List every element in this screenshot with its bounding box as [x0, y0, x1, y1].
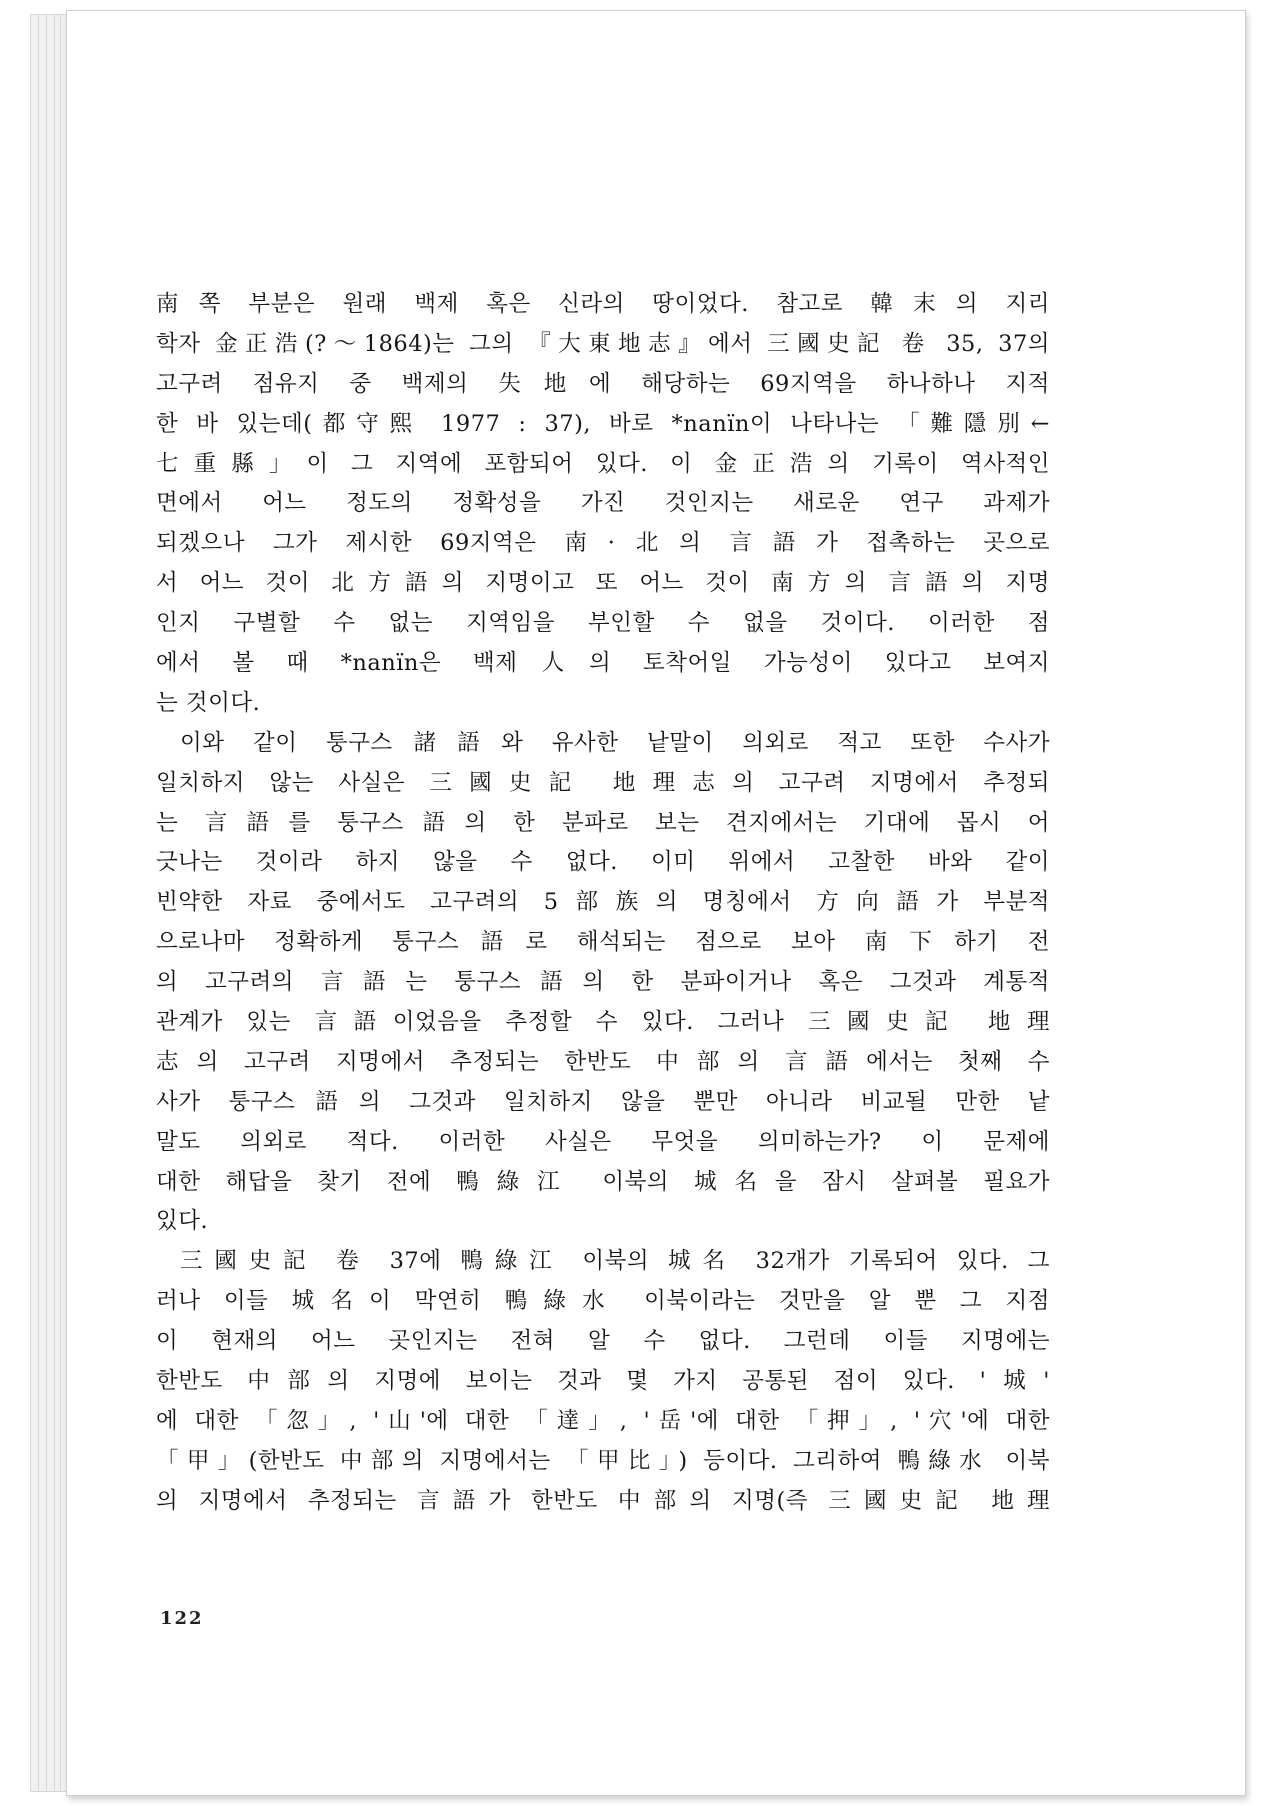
text-line: 이 현재의 어느 곳인지는 전혀 알 수 없다. 그런데 이들 지명에는	[156, 1328, 1050, 1355]
text-line: 말도 의외로 적다. 이러한 사실은 무엇을 의미하는가? 이 문제에	[156, 1128, 1050, 1155]
text-line: 의 고구려의 言語는 퉁구스語의 한 분파이거나 혹은 그것과 계통적	[156, 969, 1050, 996]
text-line: 관계가 있는 言語이었음을 추정할 수 있다. 그러나 三國史記 地理	[156, 1009, 1050, 1036]
text-line: 긋나는 것이라 하지 않을 수 없다. 이미 위에서 고찰한 바와 같이	[156, 849, 1050, 876]
text-line: 대한 해답을 찾기 전에 鴨綠江 이북의 城名을 잠시 살펴볼 필요가	[156, 1168, 1050, 1195]
paragraph-first-line: 이와 같이 퉁구스諸語와 유사한 낱말이 의외로 적고 또한 수사가	[180, 729, 1050, 756]
text-line: 서 어느 것이 北方語의 지명이고 또 어느 것이 南方의 言語의 지명	[156, 570, 1050, 597]
text-line: 志의 고구려 지명에서 추정되는 한반도 中部의 言語에서는 첫째 수	[156, 1048, 1050, 1075]
text-line: 「甲」(한반도 中部의 지명에서는 「甲比」) 등이다. 그리하여 鴨綠水 이북	[156, 1447, 1050, 1474]
text-line: 七重縣」이 그 지역에 포함되어 있다. 이 金正浩의 기록이 역사적인	[156, 450, 1050, 477]
text-line: 는 言語를 퉁구스語의 한 분파로 보는 견지에서는 기대에 몹시 어	[156, 809, 1050, 836]
text-line: 빈약한 자료 중에서도 고구려의 5部族의 명칭에서 方向語가 부분적	[156, 889, 1050, 916]
text-line: 러나 이들 城名이 막연히 鴨綠水 이북이라는 것만을 알 뿐 그 지점	[156, 1288, 1050, 1315]
page-number: 122	[160, 1608, 204, 1629]
text-line: 한반도 中部의 지명에 보이는 것과 몇 가지 공통된 점이 있다. '城'	[156, 1368, 1050, 1395]
text-line: 있다.	[156, 1208, 209, 1235]
text-line: 의 지명에서 추정되는 言語가 한반도 中部의 지명(즉 三國史記 地理	[156, 1487, 1050, 1514]
text-line: 南쪽 부분은 원래 백제 혹은 신라의 땅이었다. 참고로 韓末의 지리	[156, 291, 1050, 317]
text-line: 일치하지 않는 사실은 三國史記 地理志의 고구려 지명에서 추정되	[156, 769, 1050, 796]
text-line: 면에서 어느 정도의 정확성을 가진 것인지는 새로운 연구 과제가	[156, 490, 1050, 517]
text-line: 에 대한 「忽」, '山'에 대한 「達」, '岳'에 대한 「押」, '穴'에 대한	[156, 1407, 1050, 1434]
text-line: 고구려 점유지 중 백제의 失地에 해당하는 69지역을 하나하나 지적	[156, 370, 1050, 397]
text-line: 사가 퉁구스語의 그것과 일치하지 않을 뿐만 아니라 비교될 만한 낱	[156, 1088, 1050, 1115]
body-text	[156, 285, 1050, 1522]
text-line: 으로나마 정확하게 퉁구스語로 해석되는 점으로 보아 南下하기 전	[156, 929, 1050, 956]
paragraph-first-line: 三國史記 卷 37에 鴨綠江 이북의 城名 32개가 기록되어 있다. 그	[180, 1248, 1050, 1275]
text-line: 는 것이다.	[156, 689, 261, 716]
text-line: 한 바 있는데(都守熙 1977 : 37), 바로 *nanïn이 나타나는 「難隱別←	[156, 410, 1050, 437]
text-line: 학자 金正浩(?～1864)는 그의 『大東地志』에서 三國史記 卷 35, 37의	[156, 330, 1050, 357]
text-line: 인지 구별할 수 없는 지역임을 부인할 수 없을 것이다. 이러한 점	[156, 610, 1050, 637]
text-line: 에서 볼 때 *nanïn은 백제人의 토착어일 가능성이 있다고 보여지	[156, 650, 1050, 677]
text-line: 되겠으나 그가 제시한 69지역은 南·北의 言語가 접촉하는 곳으로	[156, 530, 1050, 557]
